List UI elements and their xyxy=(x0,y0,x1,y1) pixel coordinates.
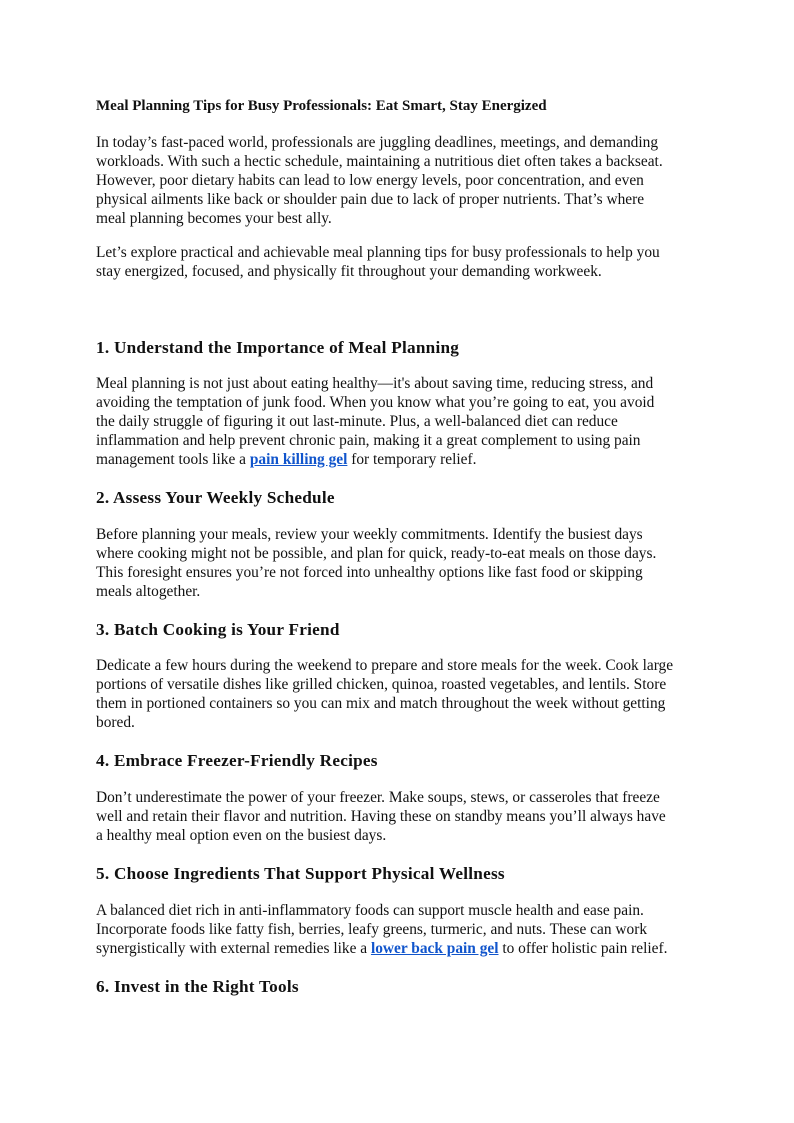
text-line: Meal planning is not just about eating healthy—it's about saving time, reducing stress, and xyxy=(96,375,654,392)
intro-paragraph-2 xyxy=(96,244,706,282)
text-line: avoiding the temptation of junk food. When you know what you’re going to eat, you avoid xyxy=(96,393,655,411)
text-line: stay energized, focused, and physically fit throughout your demanding workweek. xyxy=(96,262,602,280)
text-line: them in portioned containers so you can mix and match throughout the week without getting xyxy=(96,694,666,712)
section-paragraph xyxy=(96,375,706,470)
text-line: Let’s explore practical and achievable meal planning tips for busy professionals to help you xyxy=(96,244,660,261)
section-heading: 4. Embrace Freezer-Friendly Recipes xyxy=(96,751,378,770)
text-line: a healthy meal option even on the busiest days. xyxy=(96,826,387,844)
lower-back-pain-gel-link[interactable]: lower back pain gel xyxy=(370,939,499,957)
section-paragraph xyxy=(96,526,706,602)
pain-killing-gel-link[interactable]: pain killing gel xyxy=(249,450,348,468)
text-line: well and retain their flavor and nutrition. Having these on standby means you’ll always have xyxy=(96,807,666,825)
section-paragraph xyxy=(96,902,706,959)
document-title: Meal Planning Tips for Busy Professionals: Eat Smart, Stay Energized xyxy=(96,98,547,114)
text-line: meal planning becomes your best ally. xyxy=(96,209,332,227)
text-fragment: for temporary relief. xyxy=(347,450,477,468)
text-line: In today’s fast-paced world, professionals are juggling deadlines, meetings, and demanding xyxy=(96,134,659,151)
text-line: A balanced diet rich in anti-inflammatory foods can support muscle health and ease pain. xyxy=(96,902,644,919)
text-line: inflammation and help prevent chronic pain, making it a great complement to using pain xyxy=(96,431,641,449)
text-line xyxy=(96,940,706,959)
text-line: meals altogether. xyxy=(96,582,201,600)
text-line: Incorporate foods like fatty fish, berries, leafy greens, turmeric, and nuts. These can work xyxy=(96,920,648,938)
text-line: Don’t underestimate the power of your freezer. Make soups, stews, or casseroles that freeze xyxy=(96,789,660,806)
text-line: physical ailments like back or shoulder pain due to lack of proper nutrients. That’s where xyxy=(96,190,645,208)
section-heading: 5. Choose Ingredients That Support Physical Wellness xyxy=(96,864,505,883)
section-heading: 3. Batch Cooking is Your Friend xyxy=(96,620,340,639)
section-paragraph xyxy=(96,657,706,733)
section-heading: 1. Understand the Importance of Meal Planning xyxy=(96,338,460,357)
text-line: portions of versatile dishes like grilled chicken, quinoa, roasted vegetables, and lentils. Store xyxy=(96,675,667,693)
text-line: where cooking might not be possible, and plan for quick, ready-to-eat meals on those days. xyxy=(96,544,657,562)
section-heading: 2. Assess Your Weekly Schedule xyxy=(96,488,335,507)
intro-paragraph-1 xyxy=(96,134,706,229)
text-line: Dedicate a few hours during the weekend to prepare and store meals for the week. Cook large xyxy=(96,657,674,674)
text-fragment: management tools like a xyxy=(96,450,250,468)
section-heading: 6. Invest in the Right Tools xyxy=(96,977,299,996)
text-line xyxy=(96,451,706,470)
text-line: the daily struggle of figuring it out last-minute. Plus, a well-balanced diet can reduce xyxy=(96,412,618,430)
text-line: However, poor dietary habits can lead to low energy levels, poor concentration, and even xyxy=(96,171,644,189)
text-line: This foresight ensures you’re not forced into unhealthy options like fast food or skipping xyxy=(96,563,643,581)
text-line: Before planning your meals, review your weekly commitments. Identify the busiest days xyxy=(96,526,643,543)
text-line: bored. xyxy=(96,713,135,731)
section-paragraph xyxy=(96,789,706,846)
text-fragment: synergistically with external remedies like a xyxy=(96,939,371,957)
text-fragment: to offer holistic pain relief. xyxy=(498,939,668,957)
text-line: workloads. With such a hectic schedule, maintaining a nutritious diet often takes a backseat. xyxy=(96,152,663,170)
